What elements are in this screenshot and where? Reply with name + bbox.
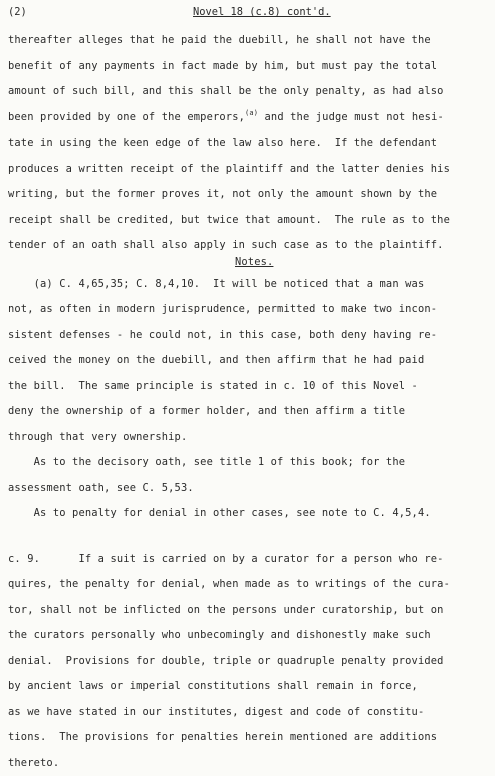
text-line: tate in using the keen edge of the law also here. If the defendant [8, 131, 485, 157]
note-line: not, as often in modern jurisprudence, permitted to make two incon- [8, 297, 485, 323]
text-line: the curators personally who unbecomingly and dishonestly make such [8, 623, 485, 649]
footnote-marker: (a) [245, 109, 258, 117]
running-head: Novel 18 (c.8) cont'd. [193, 6, 331, 18]
note-line: the bill. The same principle is stated in c. 10 of this Novel - [8, 374, 485, 400]
text-fragment: and the judge must not hesi- [258, 111, 444, 123]
page-header [8, 6, 485, 28]
note-line: ceived the money on the duebill, and then affirm that he had paid [8, 348, 485, 374]
text-line: amount of such bill, and this shall be the only penalty, as had also [8, 79, 485, 105]
text-line: quires, the penalty for denial, when made as to writings of the cura- [8, 572, 485, 598]
section-gap [8, 527, 485, 547]
body-text [8, 28, 485, 776]
text-line: c. 9. If a suit is carried on by a curator for a person who re- [8, 547, 485, 573]
note-line: through that very ownership. [8, 425, 485, 451]
note-line: As to the decisory oath, see title 1 of this book; for the [8, 450, 485, 476]
text-line: writing, but the former proves it, not only the amount shown by the [8, 182, 485, 208]
text-line: thereafter alleges that he paid the duebill, he shall not have the [8, 28, 485, 54]
text-line: thereto. [8, 751, 485, 776]
text-fragment: been provided by one of the emperors, [8, 111, 245, 123]
text-line: tender of an oath shall also apply in such case as to the plaintiff. [8, 233, 485, 259]
text-line: as we have stated in our institutes, digest and code of constitu- [8, 700, 485, 726]
notes-heading: Notes. [8, 257, 485, 268]
note-line: (a) C. 4,65,35; C. 8,4,10. It will be noticed that a man was [8, 272, 485, 298]
note-line: sistent defenses - he could not, in this case, both deny having re- [8, 323, 485, 349]
note-line: assessment oath, see C. 5,53. [8, 476, 485, 502]
page-number: (2) [8, 6, 27, 18]
text-line: denial. Provisions for double, triple or quadruple penalty provided [8, 649, 485, 675]
text-line: tions. The provisions for penalties herein mentioned are additions [8, 725, 485, 751]
text-line: receipt shall be credited, but twice that amount. The rule as to the [8, 208, 485, 234]
note-line: deny the ownership of a former holder, and then affirm a title [8, 399, 485, 425]
text-line [8, 105, 485, 132]
text-line: by ancient laws or imperial constitutions shall remain in force, [8, 674, 485, 700]
text-line: produces a written receipt of the plaintiff and the latter denies his [8, 157, 485, 183]
note-line: As to penalty for denial in other cases, see note to C. 4,5,4. [8, 501, 485, 527]
text-line: benefit of any payments in fact made by him, but must pay the total [8, 54, 485, 80]
text-line: tor, shall not be inflicted on the persons under curatorship, but on [8, 598, 485, 624]
